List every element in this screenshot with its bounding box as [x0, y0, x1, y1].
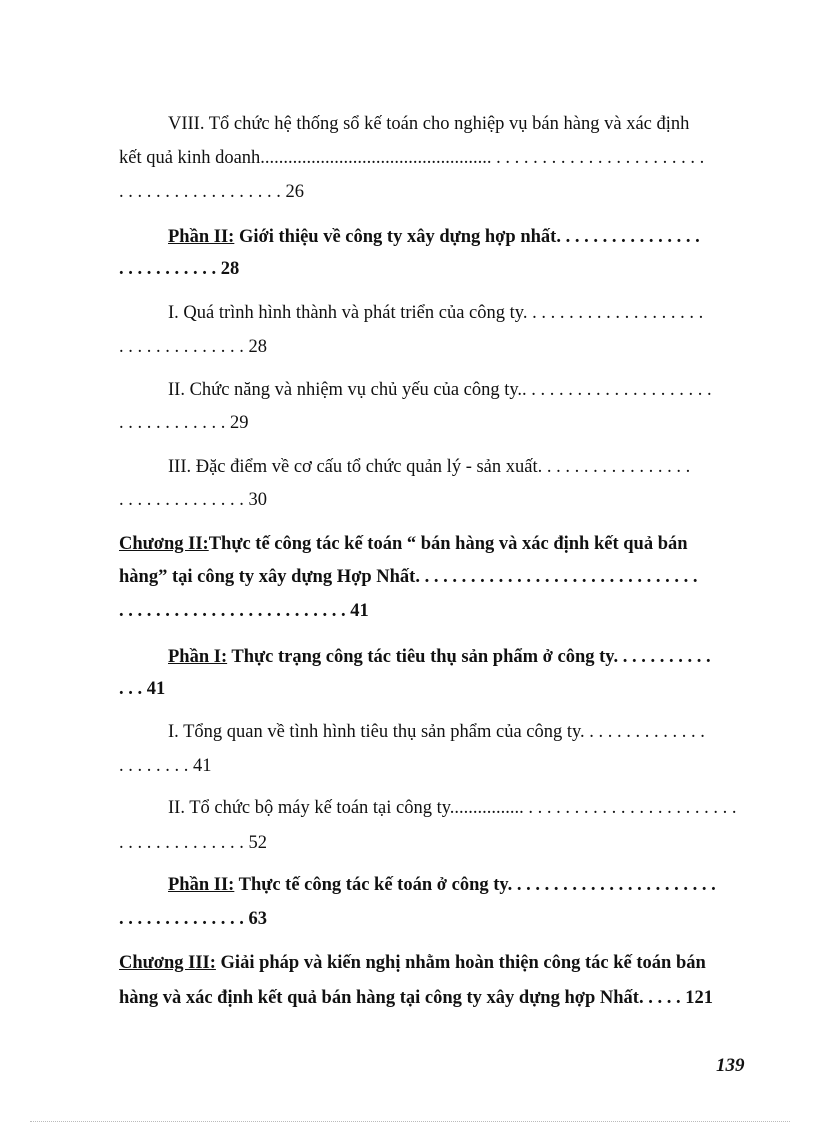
toc-line: III. Đặc điểm về cơ cấu tổ chức quản lý - sản xuất. . . . . . . . . . . . . . . . . — [168, 457, 691, 477]
part-label: Phần II: — [168, 227, 235, 247]
toc-line: . . . . . . . . . . . . . . 28 — [119, 337, 267, 357]
page-number: 139 — [716, 1055, 745, 1076]
toc-line: II. Tổ chức bộ máy kế toán tại công ty................ . . . . . . . . . . . . . . . . . . . . . . . — [168, 798, 737, 818]
toc-line — [168, 874, 816, 896]
toc-line: . . . . . . . . . . . . 29 — [119, 413, 249, 433]
part-title: Thực trạng công tác tiêu thụ sản phẩm ở công ty. . . . . . . . . . . — [227, 647, 711, 667]
toc-line: kết quả kinh doanh.................................................. . . . . . . . . . . . . . . . . . . . . . . . — [119, 148, 705, 168]
part-title: Giới thiệu về công ty xây dựng hợp nhất. . . . . . . . . . . . . . . . — [234, 227, 700, 247]
toc-line — [119, 533, 816, 555]
toc-line: . . . 41 — [119, 679, 166, 699]
toc-line — [168, 226, 816, 248]
footer-divider — [30, 1121, 790, 1122]
part-label: Phần II: — [168, 875, 235, 895]
toc-line: hàng và xác định kết quả bán hàng tại công ty xây dựng hợp Nhất. . . . . 121 — [119, 988, 713, 1008]
part-title: Thực tế công tác kế toán ở công ty. . . . . . . . . . . . . . . . . . . . . . . — [234, 875, 716, 895]
toc-line: II. Chức năng và nhiệm vụ chủ yếu của công ty.. . . . . . . . . . . . . . . . . . . . . — [168, 380, 712, 400]
toc-line: I. Tổng quan về tình hình tiêu thụ sản phẩm của công ty. . . . . . . . . . . . . . — [168, 722, 705, 742]
toc-line — [168, 646, 816, 668]
toc-line: VIII. Tổ chức hệ thống sổ kế toán cho nghiệp vụ bán hàng và xác định — [168, 114, 690, 134]
toc-line: . . . . . . . . . . . . . . . . . . 26 — [119, 182, 304, 202]
chapter-label: Chương III: — [119, 953, 216, 973]
toc-line: . . . . . . . . . . . 28 — [119, 259, 240, 279]
toc-line: . . . . . . . . . . . . . . . . . . . . . . . . . 41 — [119, 601, 369, 621]
toc-line: . . . . . . . . . . . . . . 63 — [119, 909, 267, 929]
chapter-title: Thực tế công tác kế toán “ bán hàng và xác định kết quả bán — [208, 534, 688, 554]
toc-line: . . . . . . . . . . . . . . 52 — [119, 833, 267, 853]
chapter-label: Chương II: — [119, 534, 209, 554]
toc-line — [119, 952, 816, 974]
part-label: Phần I: — [168, 647, 228, 667]
toc-line: hàng” tại công ty xây dựng Hợp Nhất. . . . . . . . . . . . . . . . . . . . . . . . . . . . . . . — [119, 567, 698, 587]
chapter-title: Giải pháp và kiến nghị nhằm hoàn thiện công tác kế toán bán — [215, 953, 706, 973]
toc-line: I. Quá trình hình thành và phát triển của công ty. . . . . . . . . . . . . . . . . . . . — [168, 303, 704, 323]
toc-line: . . . . . . . . 41 — [119, 756, 212, 776]
toc-line: . . . . . . . . . . . . . . 30 — [119, 490, 267, 510]
